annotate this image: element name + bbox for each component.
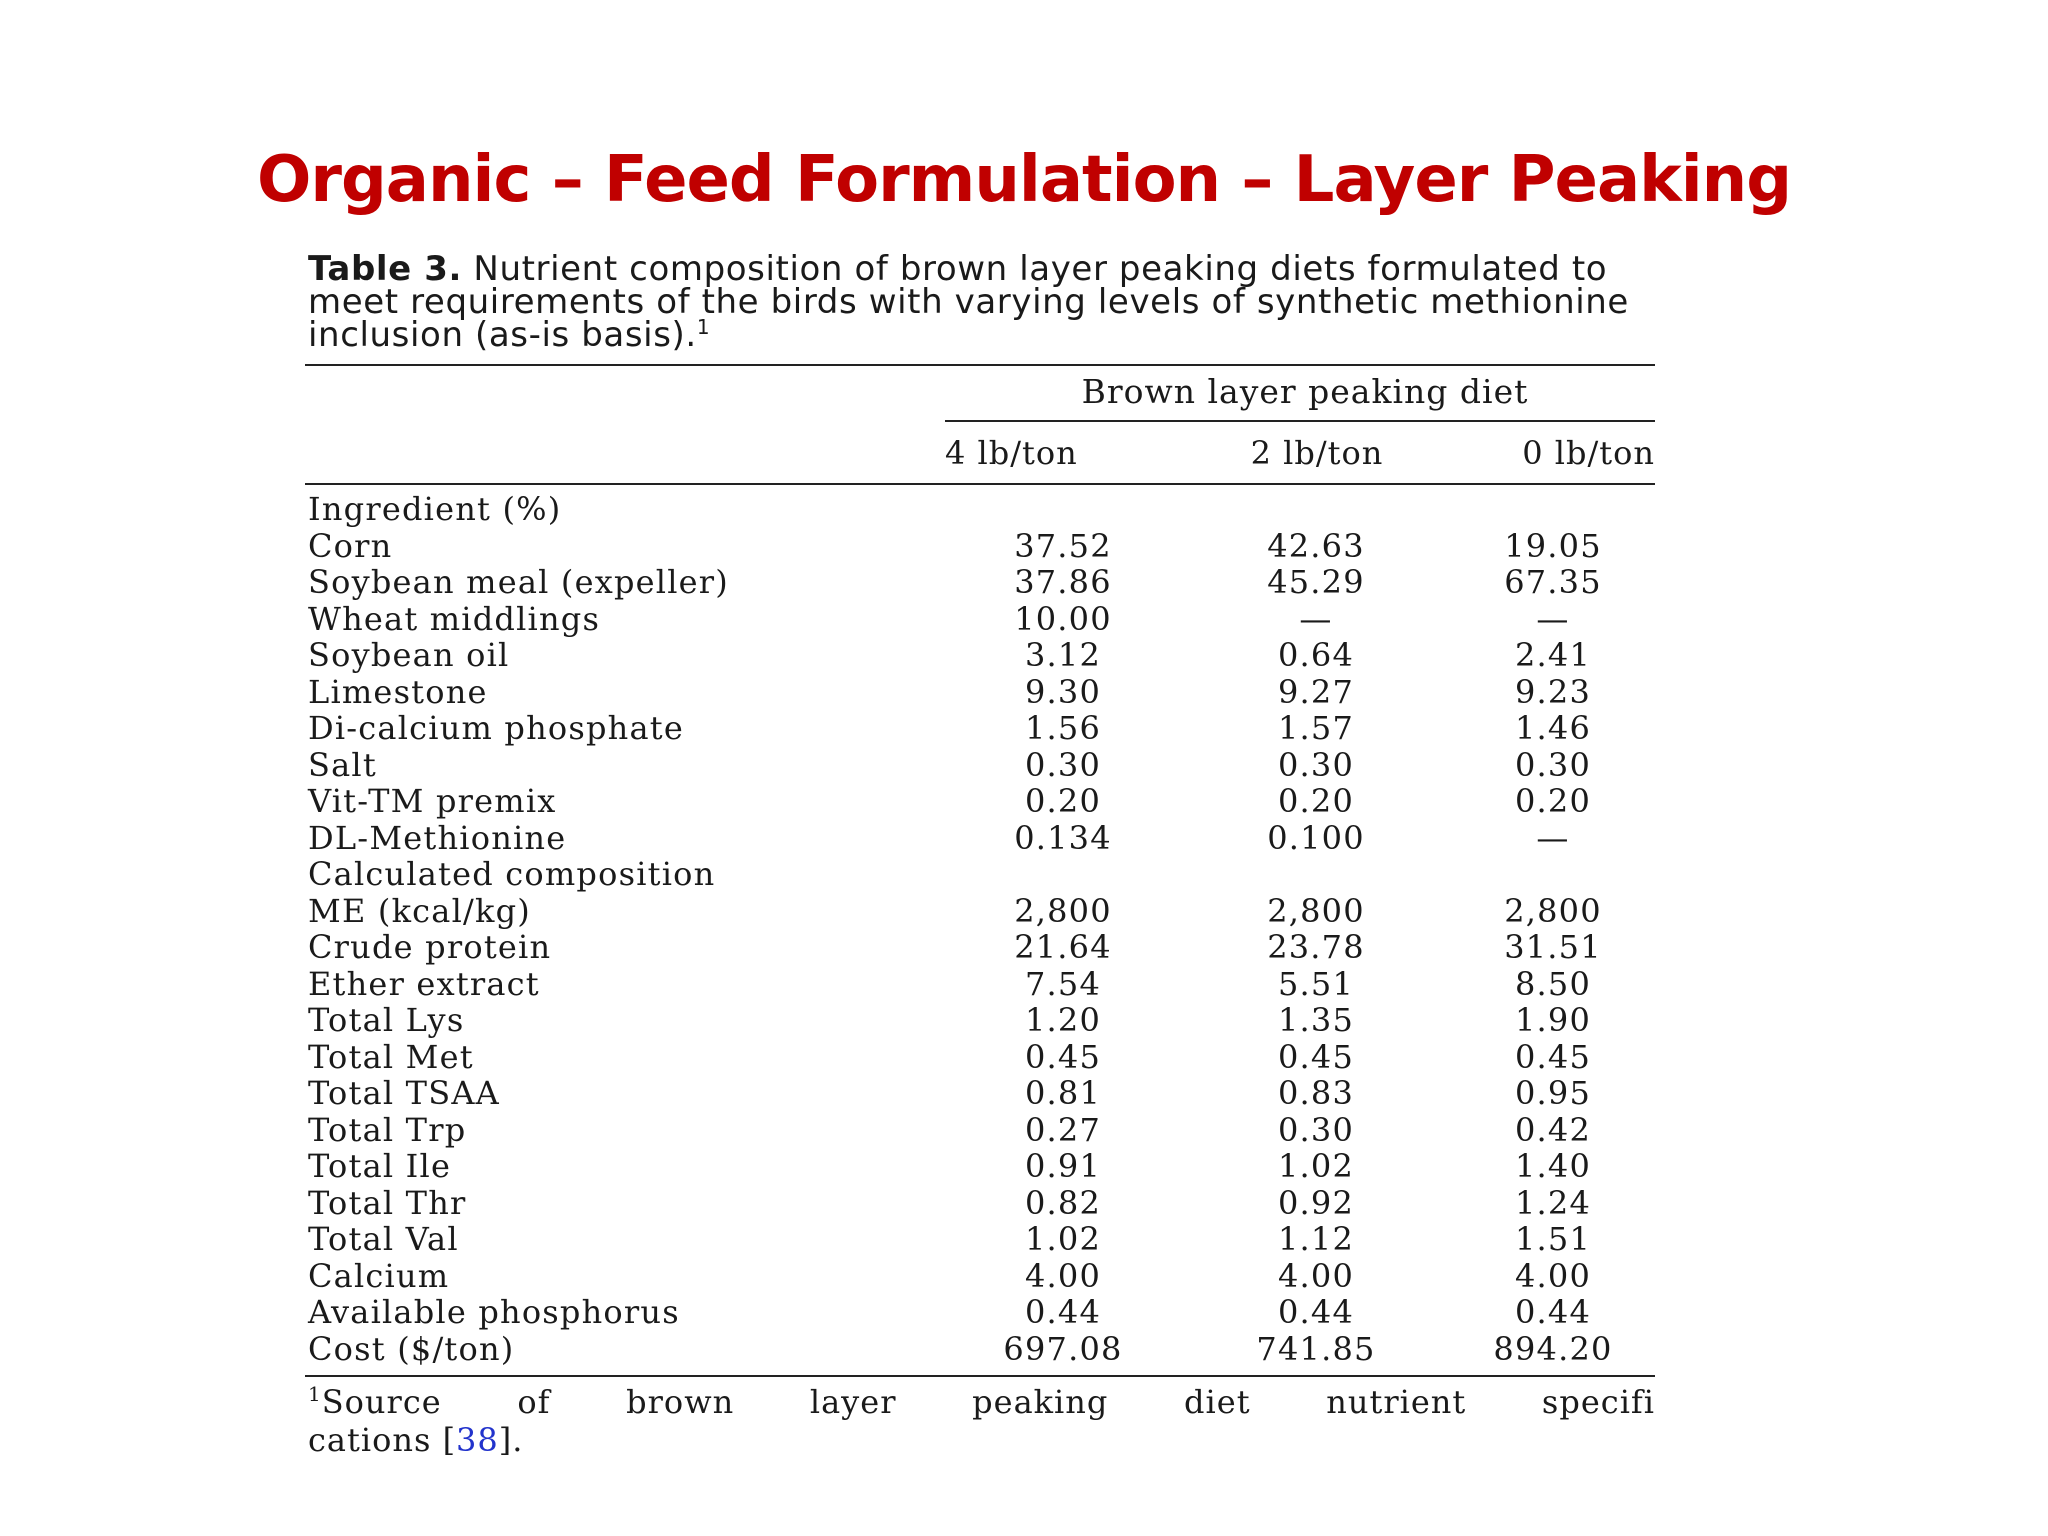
reference-link[interactable]: 38 [456, 1421, 499, 1459]
nutrient-table [305, 249, 1655, 1459]
table-footnote [308, 1383, 1655, 1459]
table-cell: 1.90 [1514, 1001, 1592, 1039]
row-label: Di-calcium phosphate [308, 709, 684, 747]
table-row [305, 1221, 1655, 1258]
row-label: Crude protein [308, 928, 552, 966]
table-row [305, 528, 1655, 565]
row-label: Wheat middlings [308, 599, 601, 638]
table-cell: 1.51 [1514, 1220, 1592, 1258]
footnote-word: nutrient [1326, 1383, 1467, 1421]
column-header: 4 lb/ton [945, 434, 1078, 472]
table-row [305, 564, 1655, 601]
table-row [305, 929, 1655, 966]
column-header: 2 lb/ton [1250, 434, 1384, 472]
table-cell: 37.86 [1014, 563, 1112, 601]
table-row [305, 783, 1655, 820]
table-cell: 1.02 [1024, 1220, 1102, 1258]
table-cell [1181, 856, 1451, 893]
table-cell: 23.78 [1267, 928, 1365, 966]
table-caption [308, 249, 1648, 355]
footnote-word: layer [809, 1383, 897, 1421]
table-cell: 0.44 [1277, 1293, 1355, 1331]
footnote-word: specifi [1541, 1383, 1655, 1421]
table-row [305, 1258, 1655, 1295]
row-label: Total TSAA [308, 1074, 500, 1112]
footnote-line-1 [308, 1383, 1655, 1421]
table-cell [1451, 491, 1655, 528]
table-cell: 0.91 [1024, 1147, 1102, 1185]
table-cell: 1.40 [1514, 1147, 1592, 1185]
table-cell: — [1299, 599, 1333, 638]
table-row [305, 966, 1655, 1003]
table-cell: 2,800 [1267, 891, 1365, 930]
table-row [305, 856, 1655, 893]
table-cell: 4.00 [1514, 1256, 1592, 1295]
table-cell: 0.30 [1514, 745, 1592, 784]
table-row [305, 1148, 1655, 1185]
table-row [305, 1294, 1655, 1331]
table-cell [945, 856, 1181, 893]
row-label: Total Met [308, 1037, 474, 1076]
row-label: Total Ile [308, 1147, 452, 1185]
table-cell: 2.41 [1514, 636, 1592, 674]
footnote-word: brown [626, 1383, 735, 1421]
table-row [305, 674, 1655, 711]
table-row [305, 1039, 1655, 1076]
table-row [305, 1112, 1655, 1149]
footnote-mark: 1 [308, 1382, 322, 1406]
column-header: 0 lb/ton [1522, 434, 1655, 472]
row-label: Total Lys [308, 1001, 465, 1039]
column-headers [305, 422, 1655, 485]
table-cell: 1.35 [1277, 1001, 1355, 1039]
table-cell: 19.05 [1504, 526, 1602, 565]
table-cell: 7.54 [1024, 964, 1102, 1003]
table-row [305, 1002, 1655, 1039]
table-cell: 9.23 [1514, 672, 1592, 711]
table-cell: 42.63 [1267, 526, 1365, 565]
table-cell [1181, 491, 1451, 528]
table-cell: 0.20 [1514, 782, 1592, 820]
row-label: Total Val [308, 1220, 459, 1258]
table-cell: 0.134 [1014, 818, 1112, 857]
table-cell: 4.00 [1024, 1256, 1102, 1295]
table-cell: 0.45 [1277, 1037, 1355, 1076]
table-row [305, 747, 1655, 784]
table-cell: 8.50 [1514, 964, 1592, 1003]
row-label: Available phosphorus [308, 1293, 680, 1331]
row-label: Limestone [308, 672, 488, 711]
table-cell: 0.20 [1024, 782, 1102, 820]
row-label: Total Thr [308, 1183, 467, 1222]
table-cell: 0.44 [1514, 1293, 1592, 1331]
table-cell: 0.100 [1267, 818, 1365, 857]
table-row [305, 820, 1655, 857]
table-row [305, 637, 1655, 674]
table-cell: 2,800 [1014, 891, 1112, 930]
row-label: DL-Methionine [308, 818, 567, 857]
footnote-word: of [517, 1383, 551, 1421]
table-cell: 1.24 [1514, 1183, 1592, 1222]
row-label: Ingredient (%) [308, 490, 562, 528]
table-cell: 37.52 [1014, 526, 1112, 565]
table-cell: 10.00 [1014, 599, 1112, 638]
row-label: Calcium [308, 1256, 450, 1295]
table-cell: 45.29 [1267, 563, 1365, 601]
footnote-word: diet [1184, 1383, 1251, 1421]
caption-label: Table 3. [308, 249, 463, 289]
table-cell: 0.82 [1024, 1183, 1102, 1222]
table-cell: 697.08 [1003, 1329, 1123, 1368]
footnote-word: peaking [972, 1383, 1109, 1421]
table-cell: 0.42 [1514, 1110, 1592, 1149]
table-cell: 0.64 [1277, 636, 1355, 674]
table-cell: 5.51 [1277, 964, 1355, 1003]
row-label: Cost ($/ton) [308, 1329, 515, 1368]
table-row [305, 1185, 1655, 1222]
row-label: Soybean oil [308, 636, 510, 674]
table-cell: 0.20 [1277, 782, 1355, 820]
table-cell: 0.83 [1277, 1074, 1355, 1112]
table-cell [1451, 856, 1655, 893]
caption-footnote-mark: 1 [696, 315, 711, 339]
row-label: Ether extract [308, 964, 540, 1003]
table-cell: 3.12 [1024, 636, 1102, 674]
table-bottom-rule [305, 1375, 1655, 1377]
table-row [305, 491, 1655, 528]
table-cell: 0.81 [1024, 1074, 1102, 1112]
row-label: Vit-TM premix [308, 782, 557, 820]
row-label: Calculated composition [308, 855, 716, 893]
table-row [305, 601, 1655, 638]
table-cell: 0.45 [1024, 1037, 1102, 1076]
table-cell: 9.27 [1277, 672, 1355, 711]
table-cell: 21.64 [1014, 928, 1112, 966]
table-row [305, 893, 1655, 930]
table-cell: 4.00 [1277, 1256, 1355, 1295]
table-cell: 894.20 [1493, 1329, 1613, 1368]
footnote-line-2: cations [38]. [308, 1421, 524, 1459]
footnote-word: $^1$Source [308, 1382, 442, 1421]
table-cell: 0.30 [1024, 745, 1102, 784]
table-cell: 0.92 [1277, 1183, 1355, 1222]
table-cell: 741.85 [1256, 1329, 1376, 1368]
table-cell: 1.46 [1514, 709, 1592, 747]
table-cell: 31.51 [1504, 928, 1602, 966]
table-cell: 0.27 [1024, 1110, 1102, 1149]
table-cell: 0.30 [1277, 745, 1355, 784]
table-cell: 1.02 [1277, 1147, 1355, 1185]
row-label: Salt [308, 745, 377, 784]
table-body [305, 491, 1655, 1367]
row-label: Corn [308, 526, 393, 565]
table-cell: 1.57 [1277, 709, 1355, 747]
table-row [305, 710, 1655, 747]
table-cell: 9.30 [1024, 672, 1102, 711]
table-cell: 1.12 [1277, 1220, 1355, 1258]
table-cell: 0.44 [1024, 1293, 1102, 1331]
slide-title: Organic – Feed Formulation – Layer Peaking [257, 143, 1791, 217]
row-label: ME (kcal/kg) [308, 891, 531, 930]
table-cell: 0.30 [1277, 1110, 1355, 1149]
row-label: Total Trp [308, 1110, 467, 1149]
table-cell: 0.95 [1514, 1074, 1592, 1112]
table-cell: — [1536, 599, 1570, 638]
table-row [305, 1075, 1655, 1112]
table-row [305, 1331, 1655, 1368]
table-cell: 1.56 [1024, 709, 1102, 747]
table-cell: 0.45 [1514, 1037, 1592, 1076]
table-cell: 1.20 [1024, 1001, 1102, 1039]
table-cell: 2,800 [1504, 891, 1602, 930]
column-group-header [305, 366, 1655, 422]
row-label: Soybean meal (expeller) [308, 563, 729, 601]
table-cell [945, 491, 1181, 528]
caption-text: Nutrient composition of brown layer peaking diets formulated to meet requirements of the birds with varying levels of synthetic methionine inclusion (as-is basis). [308, 249, 1629, 355]
table-cell: — [1536, 818, 1570, 857]
table-cell: 67.35 [1504, 563, 1602, 601]
group-header-label: Brown layer peaking diet [945, 366, 1655, 422]
